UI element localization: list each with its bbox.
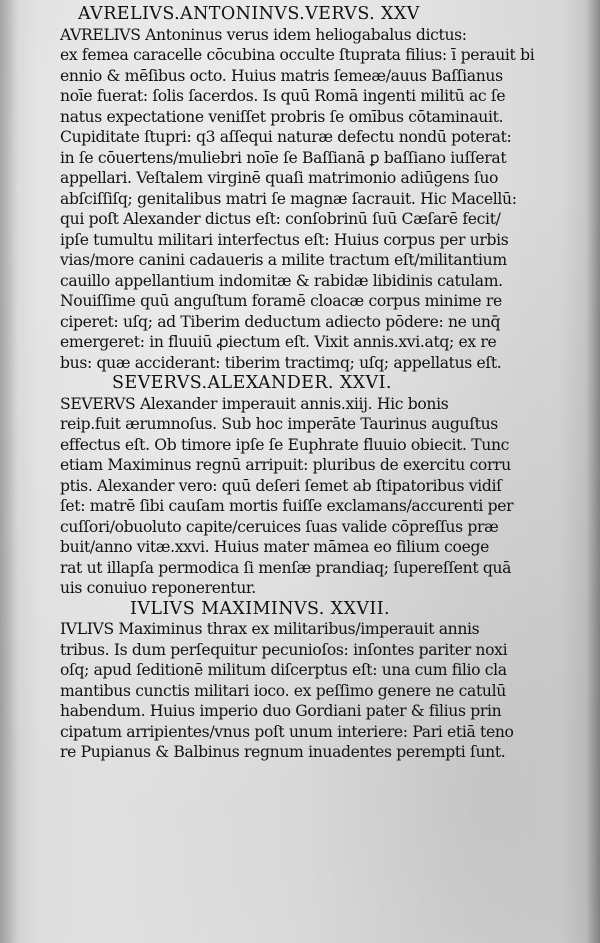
- text-line: cauillo appellantium indomitæ & rabidæ libidinis catulam.: [60, 271, 503, 290]
- text-line: abſciſſiſq; genitalibus matri ſe magnæ ſacrauit. Hic Macellū:: [60, 189, 517, 208]
- text-line: ennio & mēſibus octo. Huius matris ſemeæ/auus Baſſianus: [60, 66, 503, 85]
- text-line: bus: quæ acciderant: tiberim tractimq; uſq; appellatus eſt.: [60, 353, 502, 372]
- text-line: ciperet: uſq; ad Tiberim deductum adiecto pōdere: ne unq̄: [60, 312, 501, 331]
- text-line: buit/anno vitæ.xxvi. Huius mater māmea eo filium coege: [60, 538, 489, 556]
- text-line: cipatum arripientes/vnus poſt unum interiere: Pari etiā teno: [60, 722, 514, 741]
- text-line: ex femea caracelle cōcubina occulte ſtuprata filius: ī perauit bi: [60, 46, 535, 64]
- text-line: Nouiſſime quū anguſtum foramē cloacæ corpus minime re: [60, 292, 502, 310]
- page-text-block: [60, 4, 580, 763]
- page-edge-shadow: [586, 0, 600, 943]
- text-line: AVRELIVS Antoninus verus idem heliogabalus dictus:: [60, 25, 467, 44]
- text-line: Cupiditate ſtupri: q3 aſſequi naturæ defectu nondū poterat:: [60, 128, 512, 146]
- text-line: oſq; apud ſeditionē militum diſcerptus eſt: una cum filio cla: [60, 661, 507, 679]
- text-line: cuſſori/obuoluto capite/ceruices ſuas valide cōpreſſus præ: [60, 517, 499, 536]
- section-heading: SEVERVS.ALEXANDER. XXVI.: [112, 373, 392, 393]
- text-line: re Pupianus & Balbinus regnum inuadentes perempti ſunt.: [60, 743, 506, 761]
- text-line: qui poſt Alexander dictus eſt: conſobrinū ſuū Cæſarē fecit/: [60, 210, 501, 228]
- text-line: effectus eſt. Ob timore ipſe ſe Euphrate fluuio obiecit. Tunc: [60, 435, 510, 454]
- section-heading: IVLIVS MAXIMINVS. XXVII.: [130, 598, 391, 619]
- text-line: appellari. Veſtalem virginē quaſi matrimonio adiūgens ſuo: [60, 169, 499, 187]
- text-line: SEVERVS Alexander imperauit annis.xiij. Hic bonis: [60, 394, 449, 413]
- text-line: IVLIVS Maximinus thrax ex militaribus/imperauit annis: [60, 620, 480, 638]
- section-heading: AVRELIVS.ANTONINVS.VERVS. XXV: [78, 4, 420, 24]
- text-line: in ſe cōuertens/muliebri noīe ſe Baſſianā ꝑ baſſiano iuſſerat: [60, 148, 507, 167]
- text-line: uis conuiuo reponerentur.: [60, 579, 256, 597]
- text-line: rat ut illapſa permodica ſi menſæ prandiaq; ſupereſſent quā: [60, 558, 512, 577]
- text-line: ptis. Alexander vero: quū deſeri ſemet ab ſtipatoribus vidiſ: [60, 476, 502, 495]
- text-line: mantibus cunctis militari ioco. ex peſſimo genere ne catulū: [60, 681, 506, 700]
- text-line: emergeret: in fluuiū ꝓiectum eſt. Vixit annis.xvi.atq; ex re: [60, 333, 497, 351]
- text-line: noīe fuerat: ſolis ſacerdos. Is quū Romā ingenti militū ac ſe: [60, 87, 506, 105]
- text-line: vias/more canini cadaueris a milite tractum eſt/militantium: [60, 251, 507, 269]
- text-line: ſet: matrē ſibi cauſam mortis fuiſſe exclamans/accurenti per: [60, 497, 514, 515]
- text-line: natus expectatione veniſſet probris ſe omībus cōtaminauit.: [60, 107, 504, 126]
- text-line: reip.fuit ærumnoſus. Sub hoc imperāte Taurinus auguſtus: [60, 415, 498, 433]
- text-line: habendum. Huius imperio duo Gordiani pater & filius prin: [60, 702, 502, 720]
- binding-shadow: [0, 0, 18, 943]
- text-line: tribus. Is dum perſequitur pecunioſos: inſontes pariter noxi: [60, 640, 508, 659]
- text-line: ipſe tumultu militari interfectus eſt: Huius corpus per urbis: [60, 230, 509, 249]
- text-line: etiam Maximinus regnū arripuit: pluribus de exercitu corru: [60, 456, 511, 474]
